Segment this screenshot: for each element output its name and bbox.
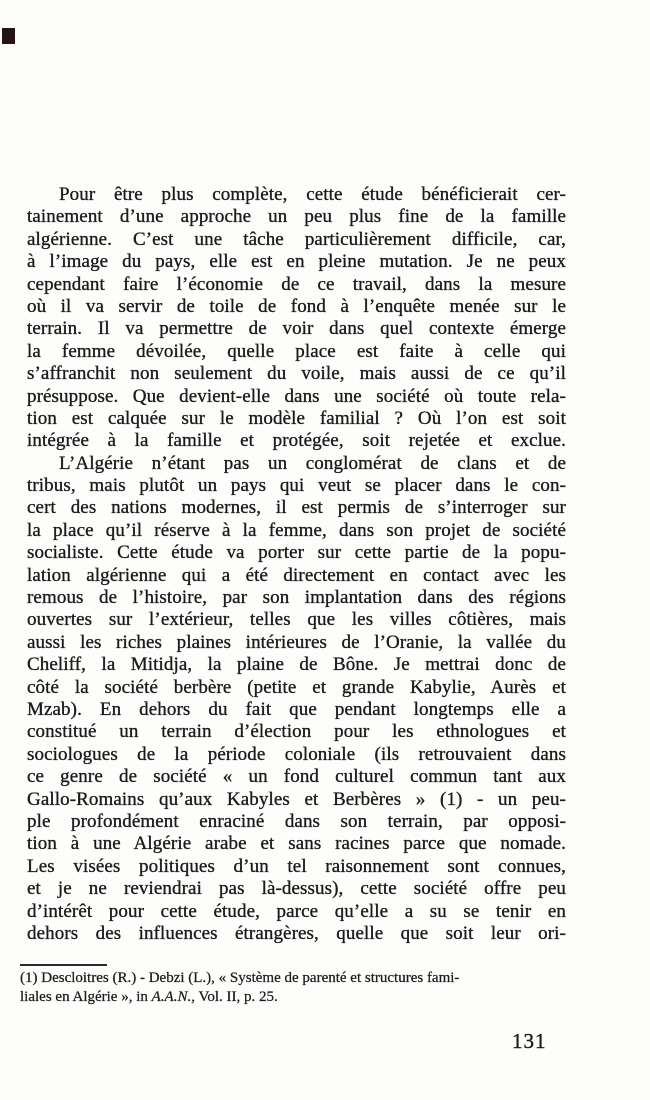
- text-line: d’intérêt pour cette étude, parce qu’elle a su se tenir en: [27, 900, 566, 922]
- text-line: ce genre de société « un fond culturel commun tant aux: [27, 766, 566, 788]
- body-text: [27, 184, 566, 945]
- footnote-separator-rule: [20, 964, 107, 966]
- text-line: L’Algérie n’étant pas un conglomérat de clans et de: [59, 452, 566, 474]
- text-line: aussi les riches plaines intérieures de l’Oranie, la vallée du: [27, 631, 566, 653]
- text-line: Pour être plus complète, cette étude bénéficierait cer-: [59, 184, 566, 205]
- text-line: algérienne. C’est une tâche particulièrement difficile, car,: [27, 228, 566, 250]
- scan-corner-artifact: [2, 28, 15, 44]
- footnote-line-1: (1) Descloitres (R.) - Debzi (L.), « Système de parenté et structures fami-: [20, 970, 460, 986]
- text-line: sociologues de la période coloniale (ils retrouvaient dans: [27, 743, 566, 765]
- footnote: [20, 969, 580, 1007]
- footnote-line-2: [20, 988, 580, 1007]
- text-line: tainement d’une approche un peu plus fine de la famille: [27, 206, 566, 228]
- text-line: s’affranchit non seulement du voile, mais aussi de ce qu’il: [27, 363, 566, 385]
- page-number: 131: [512, 1029, 547, 1053]
- text-line: Cheliff, la Mitidja, la plaine de Bône. Je mettrai donc de: [27, 654, 566, 676]
- text-line: dehors des influences étrangères, quelle que soit leur ori-: [27, 922, 566, 944]
- text-line: tribus, mais plutôt un pays qui veut se placer dans le con-: [27, 475, 566, 497]
- text-line: et je ne reviendrai pas là-dessus), cette société offre peu: [27, 878, 566, 900]
- text-line: côté la société berbère (petite et grande Kabylie, Aurès et: [27, 676, 566, 698]
- text-line: Mzab). En dehors du fait que pendant longtemps elle a: [27, 698, 566, 720]
- text-line: constitué un terrain d’élection pour les ethnologues et: [27, 721, 566, 743]
- text-line: cependant faire l’économie de ce travail, dans la mesure: [27, 273, 566, 295]
- text-line: cert des nations modernes, il est permis de s’interroger sur: [27, 497, 566, 519]
- text-line: où il va servir de toile de fond à l’enquête menée sur le: [27, 295, 566, 317]
- text-line: socialiste. Cette étude va porter sur cette partie de la popu-: [27, 542, 566, 564]
- text-line: tion à une Algérie arabe et sans racines parce que nomade.: [27, 833, 566, 855]
- text-line: Gallo-Romains qu’aux Kabyles et Berbères » (1) - un peu-: [27, 788, 566, 810]
- text-line: terrain. Il va permettre de voir dans quel contexte émerge: [27, 318, 566, 340]
- footnote-journal-abbrev: A.A.N.: [151, 989, 192, 1005]
- text-line: présuppose. Que devient-elle dans une société où toute rela-: [27, 385, 566, 407]
- footnote-line-2-ref: , Vol. II, p. 25.: [191, 989, 278, 1005]
- text-line: la femme dévoilée, quelle place est faite à celle qui: [27, 340, 566, 362]
- text-line: ouvertes sur l’extérieur, telles que les villes côtières, mais: [27, 609, 566, 631]
- text-line: remous de l’histoire, par son implantation dans des régions: [27, 587, 566, 609]
- text-line: la place qu’il réserve à la femme, dans son projet de société: [27, 519, 566, 541]
- text-line: à l’image du pays, elle est en pleine mutation. Je ne peux: [27, 251, 566, 273]
- text-line: intégrée à la famille et protégée, soit rejetée et exclue.: [27, 430, 566, 452]
- footnote-line-2-text: liales en Algérie », in: [20, 989, 152, 1005]
- text-line: tion est calquée sur le modèle familial ? Où l’on est soit: [27, 407, 566, 429]
- text-line: ple profondément enraciné dans son terrain, par opposi-: [27, 810, 566, 832]
- text-line: Les visées politiques d’un tel raisonnement sont connues,: [27, 855, 566, 877]
- text-line: lation algérienne qui a été directement en contact avec les: [27, 564, 566, 586]
